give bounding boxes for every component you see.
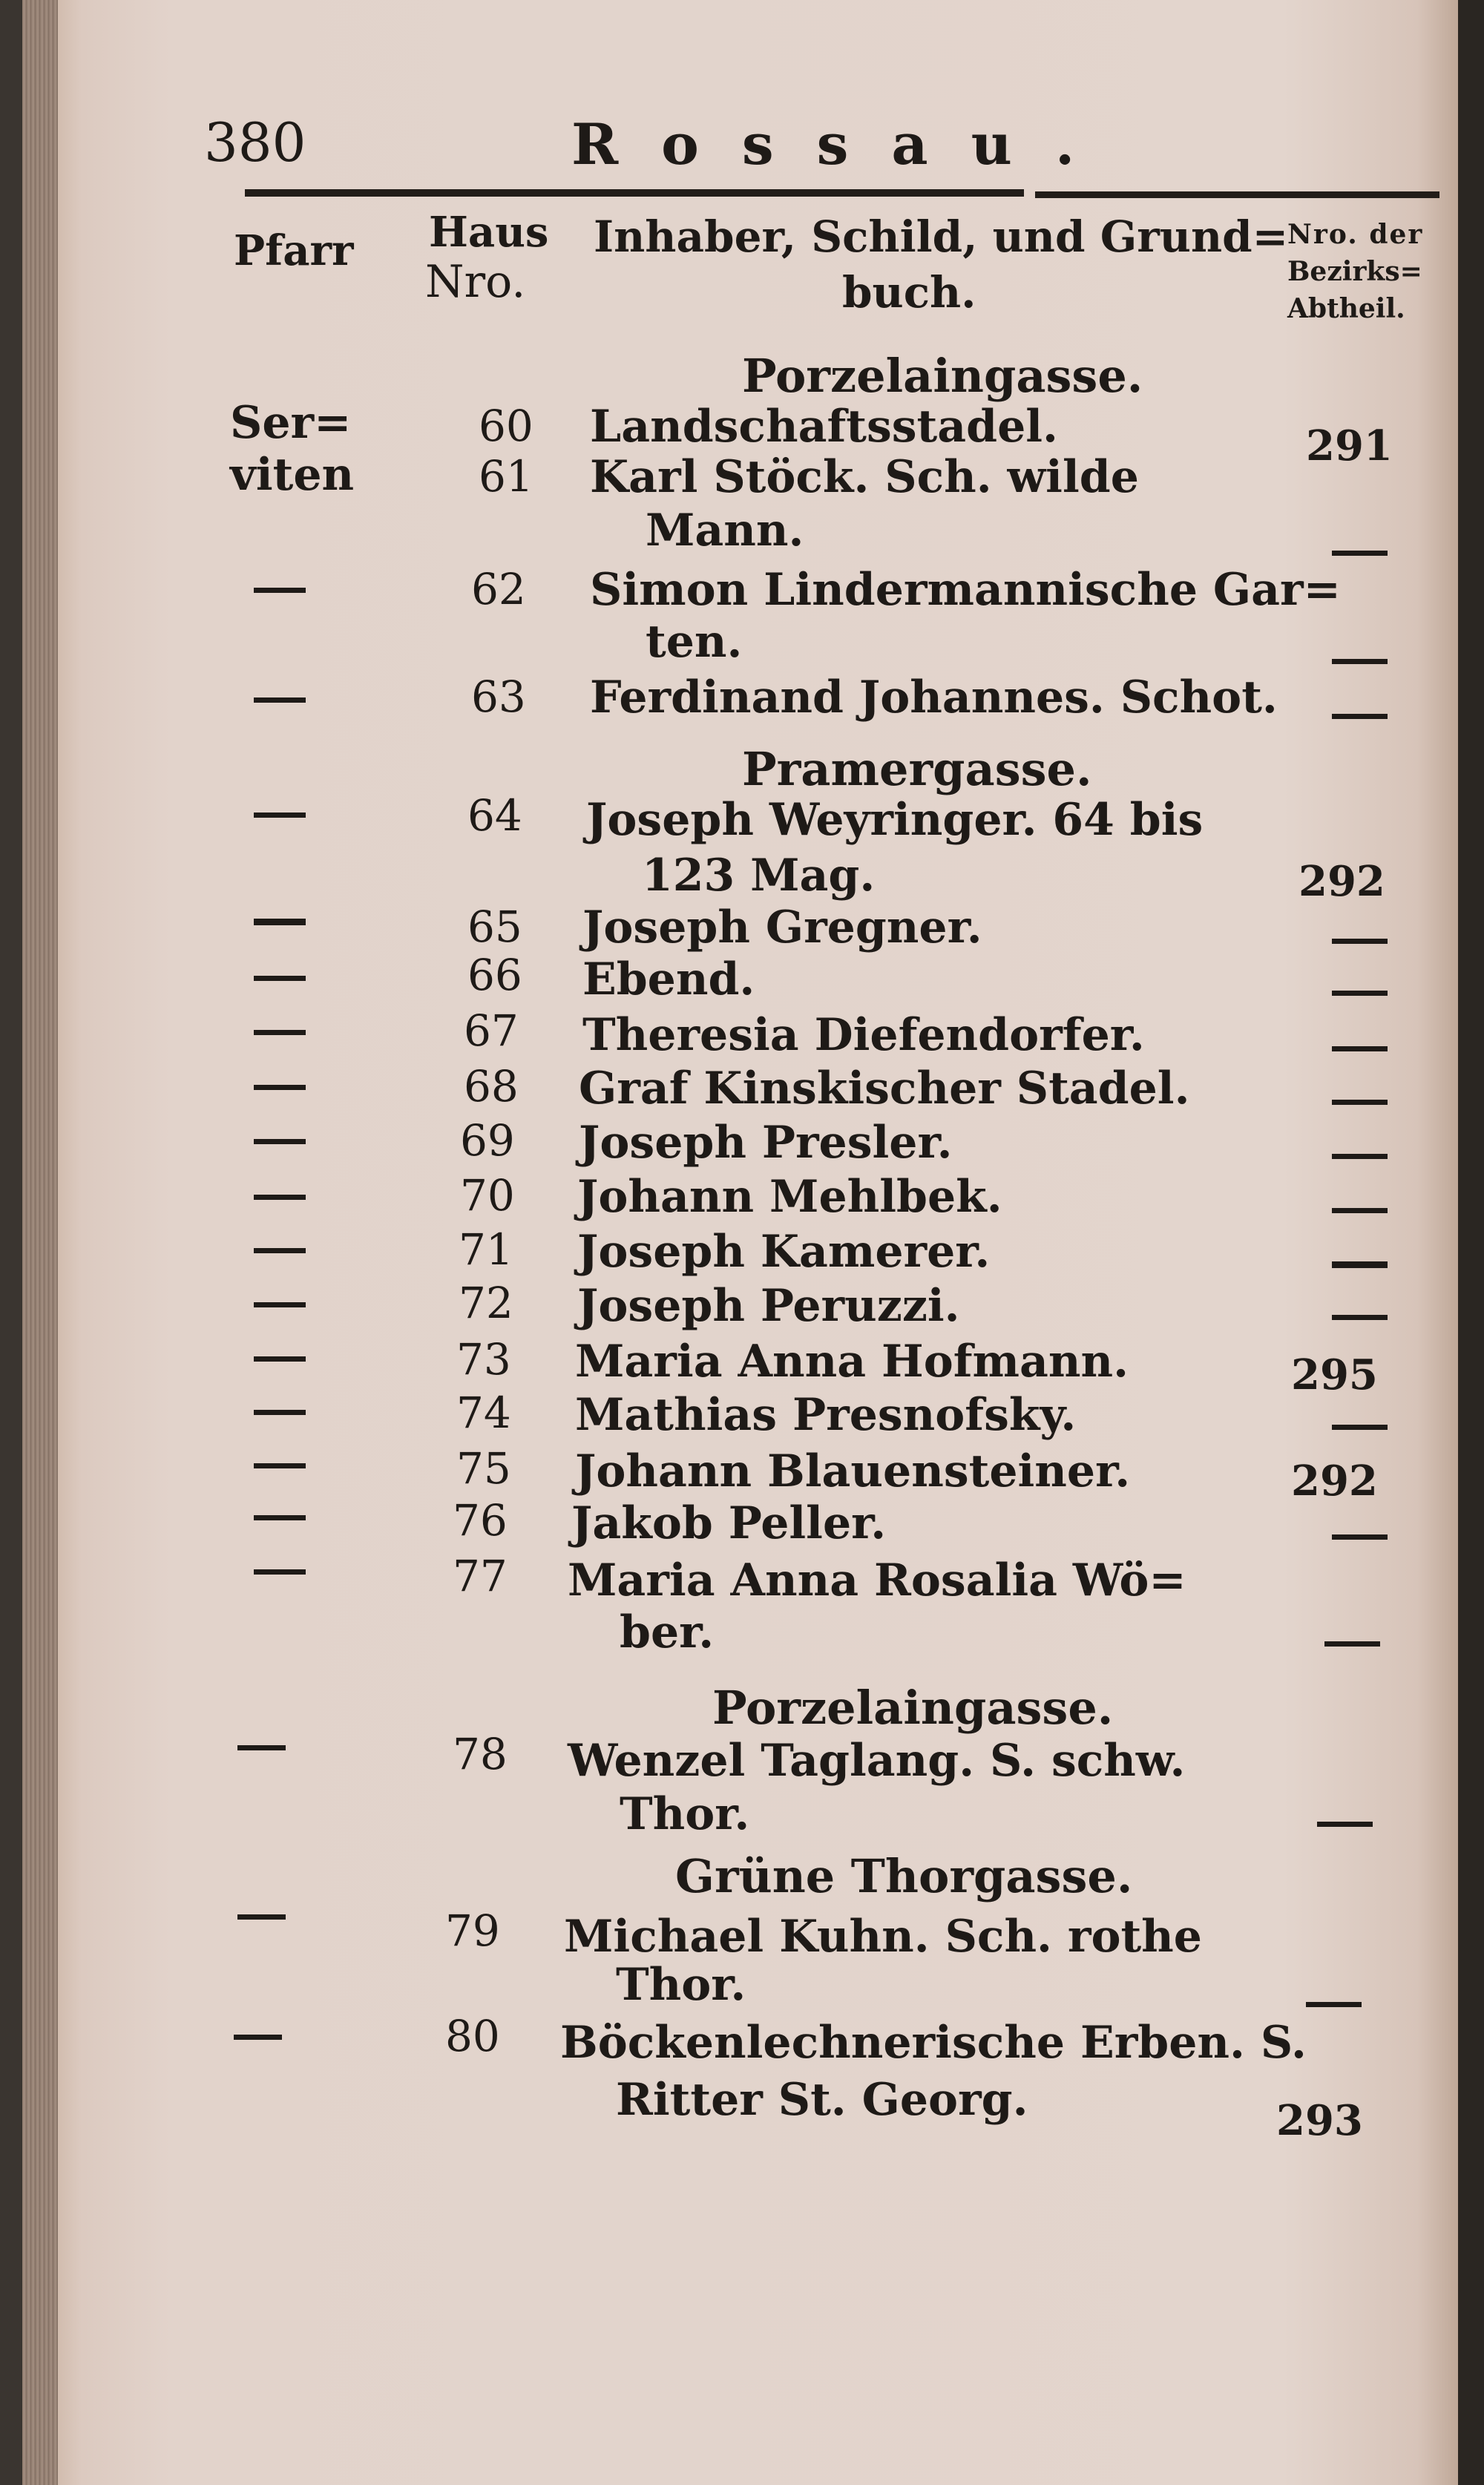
pfarr-ditto-mark [254,1248,306,1253]
bezirk-ditto-mark [1332,551,1388,556]
entry-text: Karl Stöck. Sch. wilde [590,451,1139,503]
house-number: 66 [467,950,522,1000]
pfarr-ditto-mark [254,919,306,925]
entry-text: Joseph Presler. [579,1117,953,1169]
bezirk-ditto-mark [1332,714,1388,719]
entry-text-cont: ten. [646,616,743,668]
entry-text: Johann Mehlbek. [577,1171,1002,1223]
pfarr-ditto-mark [237,1914,286,1920]
pfarr-ditto-mark [254,976,306,981]
page-number: 380 [204,111,306,174]
bezirk-number: 293 [1276,2096,1363,2145]
bezirk-ditto-mark [1324,1641,1380,1647]
house-number: 73 [456,1334,511,1385]
col-header-pfarr: Pfarr [234,226,354,275]
house-number: 62 [471,564,526,614]
entry-text: Joseph Weyringer. 64 bis [586,794,1204,846]
col-header-nro: Nro. [425,256,526,308]
pfarr-ditto-mark [254,1569,306,1575]
bezirk-ditto-mark [1332,1315,1388,1320]
house-number: 64 [467,790,522,841]
entry-text: Landschaftsstadel. [590,401,1058,453]
pfarr-serviten: Ser= [230,397,352,449]
entry-text-cont: Thor. [620,1788,750,1840]
entry-text-cont: Thor. [616,1959,746,2011]
house-number: 69 [460,1115,515,1166]
bezirk-ditto-mark [1332,991,1388,996]
entry-text: Simon Lindermannische Gar= [590,564,1341,616]
col-header-bezirk-cont: Bezirks= [1287,256,1422,287]
col-header-haus: Haus [429,208,549,257]
pfarr-ditto-mark [234,2035,282,2040]
bezirk-ditto-mark [1332,1154,1388,1159]
bezirk-ditto-mark [1332,939,1388,944]
house-number: 60 [479,401,533,451]
pfarr-ditto-mark [237,1745,286,1750]
house-number: 63 [471,672,526,722]
entry-text: Maria Anna Hofmann. [575,1336,1129,1388]
house-number: 61 [479,451,533,502]
house-number: 67 [464,1005,519,1056]
entry-text: Joseph Gregner. [582,902,982,953]
house-number: 75 [456,1443,511,1494]
pfarr-ditto-mark [254,1139,306,1144]
bezirk-ditto-mark [1332,1100,1388,1105]
header-rule-left [245,189,1024,197]
bezirk-ditto-mark [1332,1534,1388,1540]
bezirk-number: 295 [1291,1350,1378,1399]
street-heading: Pramergasse. [742,742,1092,796]
entry-text: Joseph Peruzzi. [577,1280,960,1332]
pfarr-ditto-mark [254,1515,306,1520]
entry-text-cont: Mann. [646,505,804,557]
header-rule-right [1035,191,1439,198]
street-heading: Grüne Thorgasse. [675,1849,1133,1903]
bezirk-ditto-mark [1332,1046,1388,1051]
entry-text: Böckenlechnerische Erben. S. [560,2017,1307,2069]
street-heading: Porzelaingasse. [742,349,1143,403]
entry-text: Mathias Presnofsky. [575,1389,1077,1441]
pfarr-ditto-mark [254,588,306,593]
book-spine [22,0,58,2485]
bezirk-ditto-mark [1332,1208,1388,1213]
entry-text: Johann Blauensteiner. [575,1445,1131,1497]
entry-text-cont: 123 Mag. [642,850,876,902]
page-edge [1458,0,1484,2485]
entry-text: Graf Kinskischer Stadel. [579,1063,1190,1115]
house-number: 78 [453,1729,508,1779]
entry-text: Ebend. [582,953,755,1005]
entry-text: Maria Anna Rosalia Wö= [568,1555,1186,1606]
bezirk-number: 292 [1291,1457,1378,1506]
house-number: 68 [464,1061,519,1112]
running-head: Rossau. [571,111,1118,177]
pfarr-serviten-cont: viten [230,449,355,501]
pfarr-ditto-mark [254,1195,306,1200]
bezirk-ditto-mark [1317,1822,1373,1827]
pfarr-ditto-mark [254,1302,306,1307]
pfarr-ditto-mark [254,1463,306,1468]
house-number: 79 [445,1905,500,1956]
entry-text: Michael Kuhn. Sch. rothe [564,1911,1202,1963]
pfarr-ditto-mark [254,1356,306,1362]
house-number: 76 [453,1495,508,1546]
house-number: 72 [459,1278,513,1328]
house-number: 77 [453,1551,508,1601]
entry-text: Wenzel Taglang. S. schw. [568,1735,1186,1787]
pfarr-ditto-mark [254,1030,306,1035]
street-heading: Porzelaingasse. [712,1681,1114,1735]
house-number: 71 [459,1224,513,1275]
pfarr-ditto-mark [254,813,306,818]
pfarr-ditto-mark [254,697,306,703]
house-number: 80 [445,2011,500,2061]
bezirk-ditto-mark [1332,1425,1388,1430]
house-number: 74 [456,1388,511,1438]
entry-text-cont: ber. [620,1606,715,1658]
pfarr-ditto-mark [254,1085,306,1090]
house-number: 70 [460,1170,515,1221]
entry-text: Joseph Kamerer. [577,1226,991,1278]
bezirk-ditto-mark [1306,2002,1362,2007]
house-number: 65 [467,902,522,952]
book-page [22,0,1458,2485]
entry-text: Ferdinand Johannes. Schot. [590,672,1278,723]
entry-text: Jakob Peller. [571,1497,887,1549]
bezirk-ditto-mark [1332,1261,1388,1268]
col-header-bezirk: Nro. der [1287,219,1424,250]
pfarr-ditto-mark [254,1410,306,1415]
bezirk-number: 292 [1298,857,1385,906]
entry-text: Theresia Diefendorfer. [582,1009,1145,1061]
bezirk-ditto-mark [1332,659,1388,664]
bezirk-number: 291 [1306,421,1393,470]
col-header-bezirk-cont2: Abtheil. [1287,293,1405,324]
entry-text-cont: Ritter St. Georg. [616,2074,1028,2126]
col-header-inhaber-cont: buch. [842,267,976,318]
col-header-inhaber: Inhaber, Schild, und Grund= [594,211,1289,262]
